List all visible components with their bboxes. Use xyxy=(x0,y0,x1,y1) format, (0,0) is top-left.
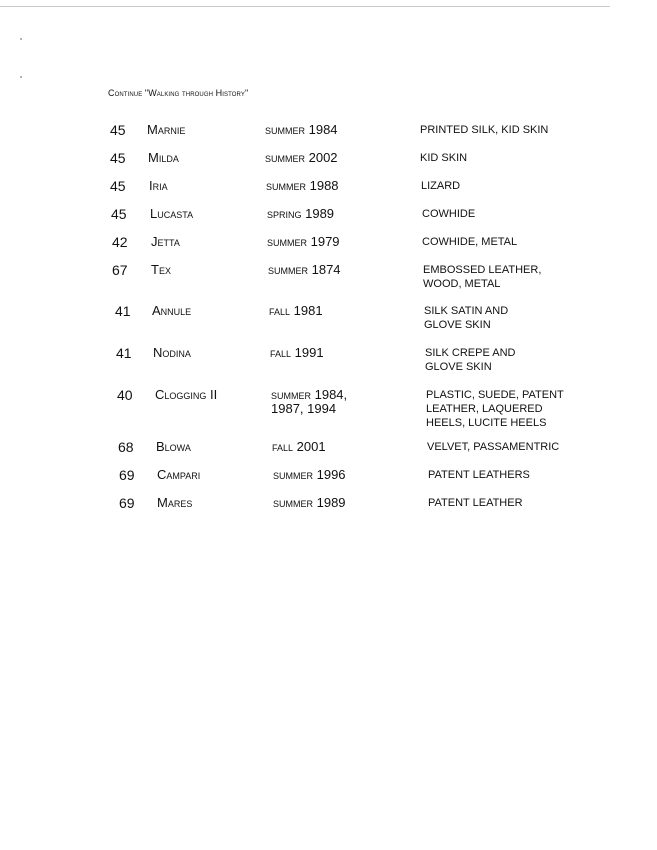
item-name: Mares xyxy=(157,495,193,510)
item-season: summer 1979 xyxy=(267,234,340,249)
item-number: 45 xyxy=(110,150,126,166)
item-material: KID SKIN xyxy=(420,152,468,164)
item-season: fall 1991 xyxy=(270,345,324,360)
item-number: 45 xyxy=(110,178,126,194)
list-item xyxy=(119,496,620,544)
item-material: PATENT LEATHERS xyxy=(428,469,530,481)
item-material: PLASTIC, SUEDE, PATENT LEATHER, LAQUERED HEELS, LUCITE HEELS xyxy=(426,389,564,429)
list-item xyxy=(117,388,620,436)
item-material: EMBOSSED LEATHER, WOOD, METAL xyxy=(423,264,542,290)
item-number: 42 xyxy=(112,234,128,250)
item-number: 40 xyxy=(117,387,133,403)
item-season: summer 1996 xyxy=(273,467,346,482)
item-name: Annule xyxy=(152,303,192,318)
item-name: Clogging II xyxy=(155,387,218,402)
item-number: 45 xyxy=(110,122,126,138)
item-name: Milda xyxy=(148,150,179,165)
page-heading: Continue "Walking through History" xyxy=(108,88,249,98)
item-number: 69 xyxy=(119,467,135,483)
item-name: Iria xyxy=(149,178,168,193)
item-season: summer 1989 xyxy=(273,495,346,510)
item-number: 45 xyxy=(111,206,127,222)
item-season: spring 1989 xyxy=(267,206,335,221)
item-season: summer 1984 xyxy=(265,122,338,137)
item-season: summer 1874 xyxy=(268,262,341,277)
scan-edge-line xyxy=(0,6,610,7)
item-name: Jetta xyxy=(151,234,180,249)
item-name: Tex xyxy=(151,262,171,277)
item-number: 68 xyxy=(118,439,134,455)
item-material: PATENT LEATHER xyxy=(428,497,523,509)
item-number: 67 xyxy=(112,262,128,278)
item-name: Marnie xyxy=(147,122,186,137)
item-name: Blowa xyxy=(156,439,191,454)
item-material: COWHIDE, METAL xyxy=(422,236,518,248)
item-material: SILK SATIN AND GLOVE SKIN xyxy=(424,305,509,331)
item-material: VELVET, PASSAMENTRIC xyxy=(427,441,560,453)
item-season: fall 2001 xyxy=(272,439,326,454)
scan-speck xyxy=(20,76,22,78)
item-name: Nodina xyxy=(153,345,191,360)
item-material: PRINTED SILK, KID SKIN xyxy=(420,124,549,136)
item-material: LIZARD xyxy=(421,180,461,192)
item-material: SILK CREPE AND GLOVE SKIN xyxy=(425,347,516,373)
item-number: 41 xyxy=(115,303,131,319)
item-number: 69 xyxy=(119,495,135,511)
item-name: Campari xyxy=(157,467,201,482)
scan-speck xyxy=(20,38,22,40)
item-season: summer 1988 xyxy=(266,178,339,193)
item-season: summer 2002 xyxy=(265,150,338,165)
item-season: summer 1984, 1987, 1994 xyxy=(271,387,348,416)
item-material: COWHIDE xyxy=(422,208,476,220)
item-season: fall 1981 xyxy=(269,303,323,318)
item-number: 41 xyxy=(116,345,132,361)
item-name: Lucasta xyxy=(150,206,194,221)
